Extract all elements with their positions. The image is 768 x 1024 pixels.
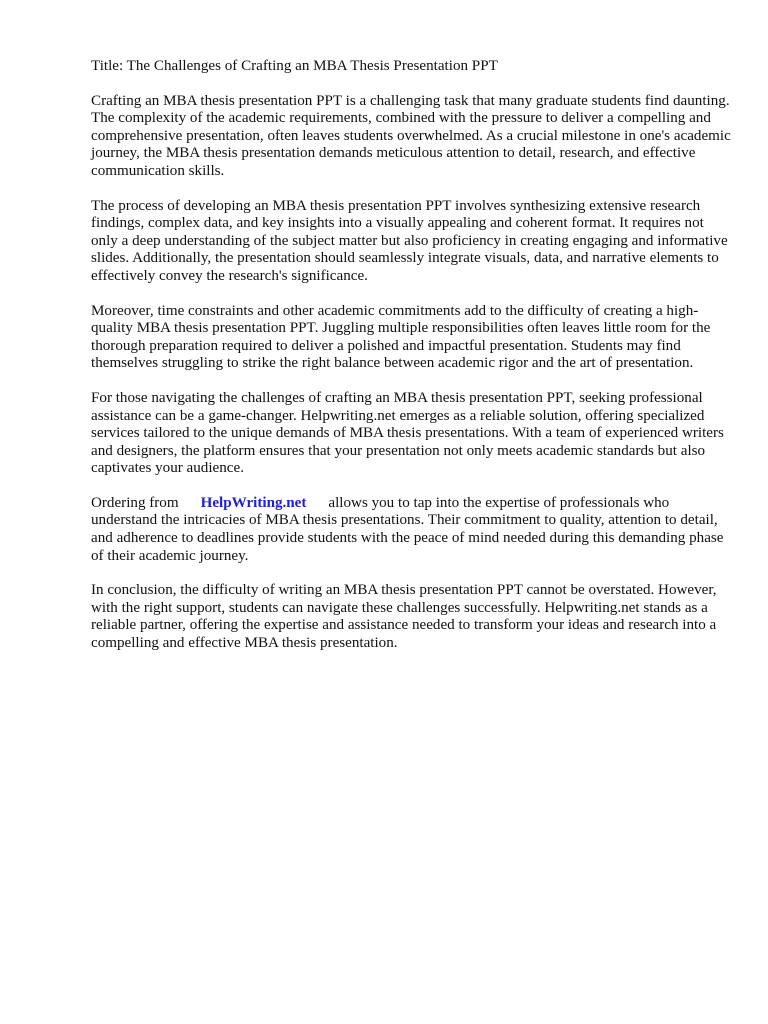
ordering-prefix: Ordering from <box>91 494 179 511</box>
paragraph-ordering <box>91 495 731 565</box>
document-page <box>91 58 731 670</box>
paragraph-process: The process of developing an MBA thesis presentation PPT involves synthesizing extensive research findings, complex data, and key insights into a visually appealing and coherent format. It requires not only a deep understanding of the subject matter but also proficiency in creating engaging and informative slides. Additionally, the presentation should seamlessly integrate visuals, data, and narrative elements to effectively convey the research's significance. <box>91 197 728 284</box>
helpwriting-link[interactable]: HelpWriting.net <box>200 494 307 511</box>
paragraph-intro: Crafting an MBA thesis presentation PPT is a challenging task that many graduate students find daunting. The complexity of the academic requirements, combined with the pressure to deliver a compelling and comprehensive presentation, often leaves students overwhelmed. As a crucial milestone in one's academic journey, the MBA thesis presentation demands meticulous attention to detail, research, and effective communication skills. <box>91 92 731 179</box>
paragraph-assistance: For those navigating the challenges of crafting an MBA thesis presentation PPT, seeking professional assistance can be a game-changer. Helpwriting.net emerges as a reliable solution, offering specialized services tailored to the unique demands of MBA thesis presentations. With a team of experienced writers and designers, the platform ensures that your presentation not only meets academic standards but also captivates your audience. <box>91 389 724 477</box>
paragraph-constraints: Moreover, time constraints and other academic commitments add to the difficulty of creating a high-quality MBA thesis presentation PPT. Juggling multiple responsibilities often leaves little room for the thorough preparation required to deliver a polished and impactful presentation. Students may find themselves struggling to strike the right balance between academic rigor and the art of presentation. <box>91 302 711 372</box>
ordering-suffix: allows you to tap into the expertise of professionals who understand the intricacies of MBA thesis presentations. Their commitment to quality, attention to detail, and adherence to deadlines provide students with the peace of mind needed during this demanding phase of their academic journey. <box>91 494 724 564</box>
paragraph-conclusion: In conclusion, the difficulty of writing an MBA thesis presentation PPT cannot be overstated. However, with the right support, students can navigate these challenges successfully. Helpwriting.net stands as a reliable partner, offering the expertise and assistance needed to transform your ideas and research into a compelling and effective MBA thesis presentation. <box>91 582 717 652</box>
document-title: Title: The Challenges of Crafting an MBA Thesis Presentation PPT <box>91 58 498 74</box>
